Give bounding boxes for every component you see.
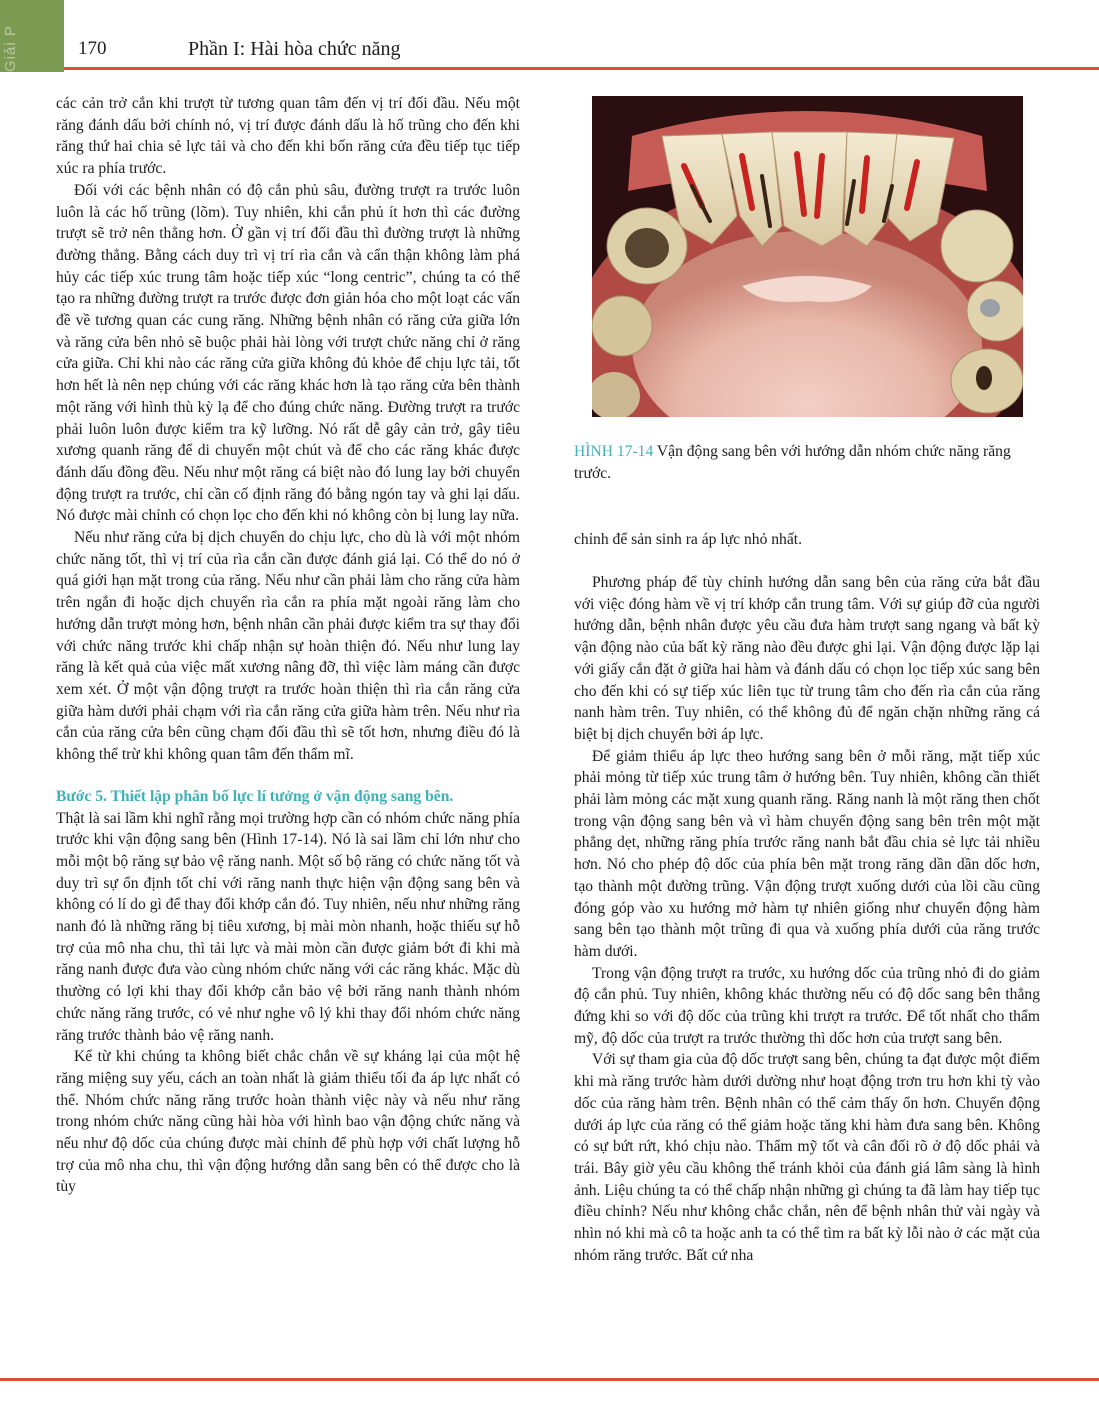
paragraph: Với sự tham gia của độ dốc trượt sang bên, chúng ta đạt được một điểm khi mà răng trước hàm dưới dường như hoạt động trơn tru hơn khi tỳ vào dốc của răng hàm trên. Bệnh nhân có thể cảm thấy ổn hơn. Chuyển động dưới áp lực của răng có thể giảm hoặc tăng khi hàm đưa sang bên. Không có sự bứt rứt, khó chịu nào. Thẩm mỹ tốt và cân đối rõ ở độ dốc phải và trái. Bây giờ yêu cầu không thể tránh khỏi của đánh giá lâm sàng là hình ảnh. Liệu chúng ta có thể chấp nhận những gì chúng ta đã làm hay tiếp tục điều chỉnh? Nếu như không chắc chắn, nên để bệnh nhân thử vài ngày và nhìn nó khi mà cô ta hoặc anh ta có thể tìm ra bất kỳ lỗi nào ở các mặt của nhóm răng trước. Bất cứ nha [574,1051,1040,1264]
paragraph: Nếu như răng cửa bị dịch chuyển do chịu lực, cho dù là với một nhóm chức năng tốt, thì vị trí của rìa cắn cần được đánh giá lại. Có thể do nó ở quá giới hạn mặt trong của răng. Nếu như cần phải làm cho răng cửa hàm trên ngắn đi hoặc dịch chuyển rìa cắn ra phía mặt ngoài răng làm cho hướng dẫn trượt mỏng hơn, bệnh nhân cần phải được kiểm tra sự thay đổi với chức năng trước khi chấp nhận sự hoàn thiện đó. Nếu như lung lay răng là kết quả của việc mất xương nâng đỡ, thì việc làm máng cần được xem xét. Ở một vận động trượt ra trước hoàn thiện thì rìa cắn răng cửa giữa hàm dưới phải chạm với rìa cắn răng cửa giữa hàm trên. Nếu như rìa cắn của răng cửa bên cũng chạm đối đầu thì sẽ tốt hơn, nhưng điều đó là không thể trừ khi không quan tâm đến thẩm mĩ. [56,529,520,764]
paragraph: Đối với các bệnh nhân có độ cắn phủ sâu, đường trượt ra trước luôn luôn là các hố trũng (lõm). Tuy nhiên, khi cắn phủ ít hơn thì các đường trượt sẽ trở nên thẳng hơn. Ở gần vị trí đối đầu thì đường trượt là những đường thẳng. Bằng cách duy trì vị trí rìa cắn và cẩn thận không làm phá hủy các tiếp xúc trung tâm hoặc tiếp xúc “long centric”, chúng ta có thể tạo ra những đường trượt ra trước được đơn giản hóa cho một loạt các vấn đề về tương quan các cung răng. Những bệnh nhân có răng cửa giữa lớn và răng cửa bên nhỏ sẽ buộc phải hài lòng với trượt chức năng chỉ ở răng cửa giữa. Chỉ khi nào các răng cửa giữa không đủ khỏe để chịu lực tải, tốt hơn hết là nên nẹp chúng với các răng khác hơn là tạo răng cửa bên thành một răng với hình thù kỳ lạ để cho đúng chức năng. Đường trượt ra trước phải luôn luôn được kiểm tra kỹ lưỡng. Nó rất dễ gây cản trở, gây tiêu xương quanh răng để di chuyển một chút và để cho các răng khác được đánh dấu đồng đều. Nếu như một răng cá biệt nào đó lung lay bởi chuyển động trượt ra trước, chỉ cần cố định răng đó bằng ngón tay và ghi lại dấu. Nó được mài chỉnh có chọn lọc cho đến khi nó không còn bị lung lay nữa. [56,181,520,525]
figure-label: HÌNH 17-14 [574,443,654,460]
paragraph: Thật là sai lầm khi nghĩ rằng mọi trường hợp cần có nhóm chức năng phía trước khi vận động sang bên (Hình 17-14). Nó là sai lầm chỉ lớn như cho mỗi một bộ răng sự bảo vệ răng nanh. Một số bộ răng có chức năng tốt và duy trì sự ổn định tốt chỉ với răng nanh thực hiện vận động sang bên và không có lí do gì để thay đổi khớp cắn đó. Tuy nhiên, nếu như những răng nanh đó là những răng bị tiêu xương, bị mài mòn nhanh, hoặc thiếu sự hỗ trợ của mô nha chu, thì tải lực và mài mòn cần được giảm bớt đi khi mà răng nanh được đưa vào cùng nhóm chức năng với các răng khác. Mặc dù thường có lợi khi thay đổi khớp cắn bảo vệ bởi răng nanh thành nhóm chức năng răng trước, có vẻ như nghe vô lý khi thay đổi nhóm chức năng răng trước thành bảo vệ răng nanh. [56,809,520,1044]
figure-caption [574,441,1044,485]
figure-caption-text: Vận động sang bên với hướng dẫn nhóm chức năng răng trước. [574,443,1011,482]
footer-rule [0,1378,1099,1381]
left-column [56,93,520,1198]
running-title: Phần I: Hài hòa chức năng [188,38,401,60]
header-rule [64,67,1099,70]
side-tab [0,0,64,72]
paragraph: Phương pháp để tùy chỉnh hướng dẫn sang bên của răng cửa bắt đầu với việc đóng hàm về vị trí khớp cắn trung tâm. Với sự giúp đỡ của người hướng dẫn, bệnh nhân được yêu cầu đưa hàm trượt sang ngang và bất kỳ vận động nào của bất kỳ răng nào đều được ghi lại. Vận động được lặp lại với giấy cắn đặt ở giữa hai hàm và đánh dấu có chọn lọc tiếp xúc sang bên cho đến khi có sự tiếp xúc liên tục từ trung tâm cho đến rìa cắn của răng nanh hàm trên. Tuy nhiên, có thể không đủ để ngăn chặn những răng cá biệt bị dịch chuyển bởi áp lực. [574,574,1040,743]
right-column-continuation [574,529,1040,551]
spacer [56,766,520,786]
paragraph: Trong vận động trượt ra trước, xu hướng dốc của trũng nhỏ đi do giảm độ cắn phủ. Tuy nhiên, không khác thường nếu có độ dốc sang bên thẳng đứng khi so với độ dốc của trũng khi trượt ra trước. Để tốt nhất cho thẩm mỹ, độ dốc của trượt ra trước thường thì dốc hơn của trượt sang bên. [574,964,1040,1047]
right-column [574,572,1040,1267]
paragraph: Kể từ khi chúng ta không biết chắc chắn về sự kháng lại của một hệ răng miệng suy yếu, cách an toàn nhất là giảm thiểu tối đa áp lực nhất có thể. Nhóm chức năng răng trước hoàn thành việc này và nếu như răng trong nhóm chức năng cũng hài hòa với hình bao vận động chức năng và nếu như độ dốc của chúng được mài chỉnh để phù hợp với chất lượng hỗ trợ của mô nha chu, thì vận động hướng dẫn sang bên có thể được cho là tùy [56,1048,520,1196]
dental-photo-graphic [592,96,1023,417]
paragraph: các cản trở cắn khi trượt từ tương quan tâm đến vị trí đối đầu. Nếu một răng đánh dấu bởi chính nó, vị trí được đánh dấu là hố trũng cho đến khi răng thứ hai chia sẻ lực tải và cho đến khi bốn răng cửa đều tiếp tục tiếp xúc ra phía trước. [56,95,520,178]
paragraph: Để giảm thiểu áp lực theo hướng sang bên ở mỗi răng, mặt tiếp xúc phải mỏng từ tiếp xúc trung tâm ở hướng bên. Tuy nhiên, không cần thiết phải làm mỏng các mặt xung quanh răng. Răng nanh là một răng then chốt trong vận động sang bên và vì hàm chuyển động sang bên trên một mặt phẳng dẹt, những răng phía trước răng nanh bắt đầu chia sẻ lực tải nhiều hơn. Nó cho phép độ dốc của phía bên mặt trong răng dần dần dốc hơn, tạo thành một đường trũng. Vận động trượt xuống dưới của lồi cầu cũng đóng góp vào xu hướng mở hàm tự nhiên giống như chuyển động hàm sang bên tạo thành một trũng đi qua và xuống phía dưới của răng trước hàm dưới. [574,747,1040,960]
dental-photo [592,96,1023,417]
page-header [64,0,1099,72]
page-number: 170 [78,38,107,59]
side-tab-text: Giải P [2,25,19,72]
paragraph: chỉnh để sản sinh ra áp lực nhỏ nhất. [574,531,803,548]
section-heading: Bước 5. Thiết lập phân bố lực lí tưởng ở vận động sang bên. [56,787,454,805]
